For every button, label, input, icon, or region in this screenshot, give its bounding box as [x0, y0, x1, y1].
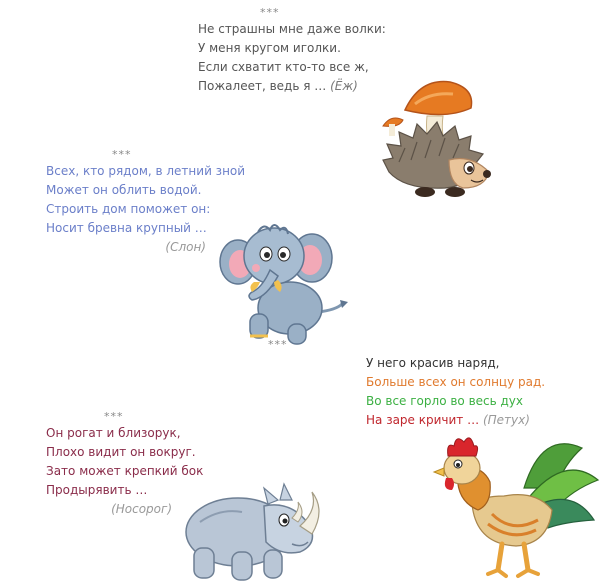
hedgehog-with-mushroom-icon	[375, 76, 495, 206]
riddle-line: Может он облить водой.	[46, 183, 202, 197]
riddle-line: На заре кричит … (Петух)	[366, 413, 530, 427]
riddle-line: Больше всех он солнцу рад.	[366, 375, 546, 389]
riddle-line: У меня кругом иголки.	[198, 41, 341, 55]
riddle-line: Строить дом поможет он:	[46, 202, 211, 216]
riddle-line: Продырявить …	[46, 483, 148, 497]
riddle-hedgehog	[198, 6, 386, 96]
riddle-line: Носит бревна крупный …	[46, 221, 207, 235]
riddle-line: Во все горло во весь дух	[366, 394, 524, 408]
riddle-stars: ***	[268, 338, 288, 351]
riddle-line: Он рогат и близорук,	[46, 426, 181, 440]
riddle-answer: (Ёж)	[330, 79, 358, 93]
riddle-rooster	[268, 338, 546, 430]
riddle-answer: (Носорог)	[111, 502, 172, 516]
riddle-line: Пожалеет, ведь я … (Ёж)	[198, 79, 358, 93]
riddle-stars: ***	[260, 6, 280, 19]
riddle-line: Всех, кто рядом, в летний зной	[46, 164, 246, 178]
riddle-answer: (Петух)	[482, 413, 530, 427]
riddle-stars: ***	[112, 148, 132, 161]
riddle-line: Если схватит кто-то все ж,	[198, 60, 369, 74]
riddle-elephant	[46, 148, 245, 257]
riddle-line: Не страшны мне даже волки:	[198, 22, 386, 36]
riddle-line: Зато может крепкий бок	[46, 464, 204, 478]
rooster-icon	[432, 424, 602, 582]
rhinoceros-icon	[180, 482, 334, 585]
riddle-answer: (Слон)	[165, 240, 206, 254]
riddle-line: Плохо видит он вокруг.	[46, 445, 196, 459]
riddle-stars: ***	[104, 410, 124, 423]
elephant-icon	[218, 216, 350, 348]
riddle-line: У него красив наряд,	[366, 356, 500, 370]
